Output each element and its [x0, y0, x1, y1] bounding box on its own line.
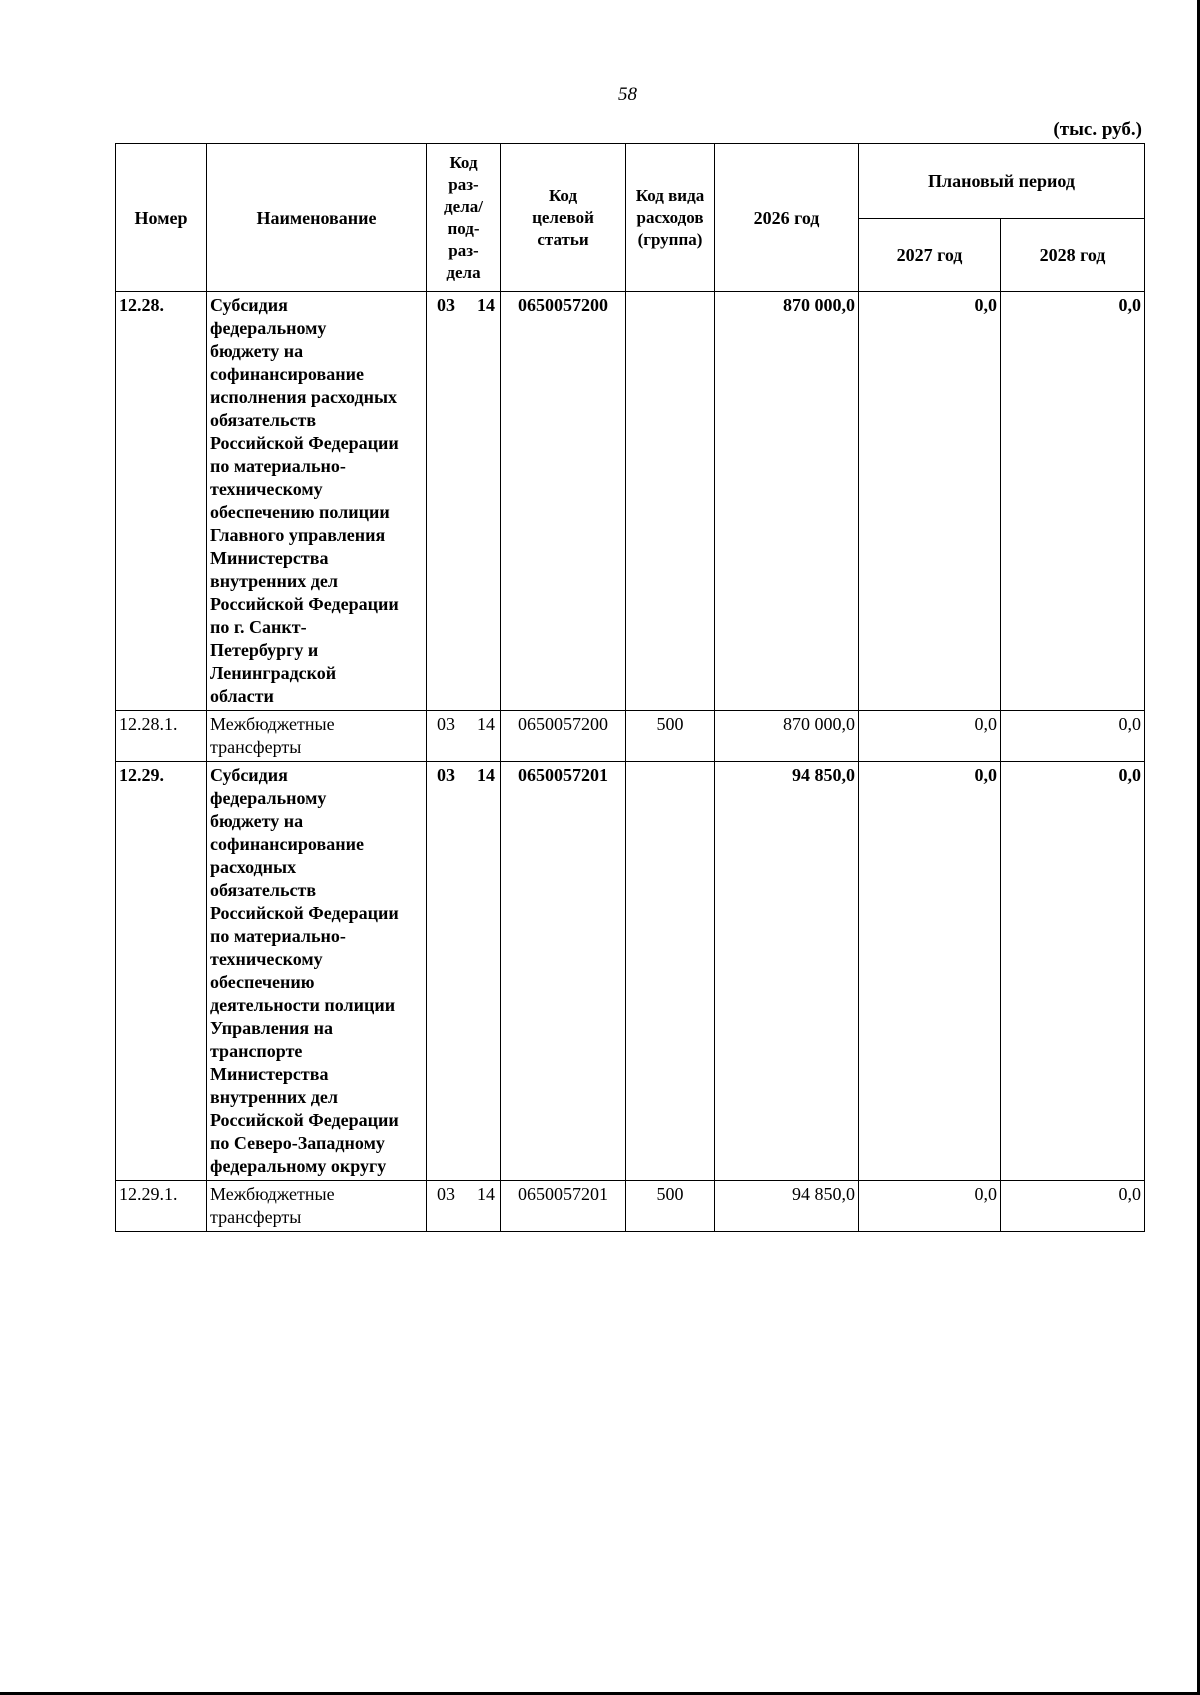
row-expense-type: 500 — [626, 1181, 715, 1232]
section-code: 03 — [437, 765, 455, 785]
row-name-line: по материально- — [210, 456, 346, 476]
row-amount-2027: 0,0 — [859, 292, 1001, 711]
table-body — [116, 292, 1145, 1232]
section-code: 03 — [437, 714, 455, 734]
row-name-line: внутренних дел — [210, 1087, 338, 1107]
row-amount-2027: 0,0 — [859, 711, 1001, 762]
row-name-line: федеральному — [210, 318, 327, 338]
row-name-line: Управления на — [210, 1018, 334, 1038]
row-expense-type: 500 — [626, 711, 715, 762]
row-amount-2026: 94 850,0 — [715, 762, 859, 1181]
row-amount-2028: 0,0 — [1001, 711, 1145, 762]
budget-table — [115, 143, 1145, 1232]
row-name-line: софинансирование — [210, 834, 364, 854]
row-name — [207, 1181, 427, 1232]
row-name-line: бюджету на — [210, 341, 304, 361]
row-name-line: Российской Федерации — [210, 903, 399, 923]
row-name-line: Субсидия — [210, 295, 288, 315]
table-row — [116, 762, 1145, 1181]
row-name-line: Министерства — [210, 548, 329, 568]
row-amount-2028: 0,0 — [1001, 762, 1145, 1181]
row-name-line: федеральному — [210, 788, 327, 808]
table-row — [116, 711, 1145, 762]
row-name-line: Министерства — [210, 1064, 329, 1084]
row-target-code: 0650057201 — [501, 1181, 626, 1232]
subsection-code: 14 — [477, 714, 495, 734]
row-name-line: Российской Федерации — [210, 1110, 399, 1130]
row-amount-2026: 870 000,0 — [715, 292, 859, 711]
row-name-line: федеральному округу — [210, 1156, 387, 1176]
row-expense-type — [626, 762, 715, 1181]
row-name-line: Ленинградской — [210, 663, 337, 683]
row-name-line: Главного управления — [210, 525, 386, 545]
row-name-line: Российской Федерации — [210, 433, 399, 453]
row-name-line: Межбюджетные — [210, 1184, 335, 1204]
row-target-code: 0650057201 — [501, 762, 626, 1181]
section-code: 03 — [437, 1184, 455, 1204]
row-name-line: обязательств — [210, 880, 317, 900]
header-2027: 2027 год — [859, 219, 1001, 292]
header-section: Код раз- дела/ под- раз- дела — [427, 144, 501, 292]
row-name-line: области — [210, 686, 274, 706]
row-amount-2028: 0,0 — [1001, 292, 1145, 711]
row-number: 12.29. — [116, 762, 207, 1181]
row-name-line: исполнения расходных — [210, 387, 398, 407]
units-label: (тыс. руб.) — [1053, 119, 1142, 140]
row-amount-2028: 0,0 — [1001, 1181, 1145, 1232]
subsection-code: 14 — [477, 765, 495, 785]
row-section-code — [427, 762, 501, 1181]
row-section-code — [427, 292, 501, 711]
row-name — [207, 762, 427, 1181]
page-number: 58 — [618, 84, 637, 105]
header-planning-period: Плановый период — [859, 144, 1145, 219]
row-name-line: трансферты — [210, 1207, 302, 1227]
row-name-line: обеспечению полиции — [210, 502, 390, 522]
row-name — [207, 292, 427, 711]
header-expense-type: Код вида расходов (группа) — [626, 144, 715, 292]
header-2028: 2028 год — [1001, 219, 1145, 292]
row-name-line: техническому — [210, 949, 323, 969]
header-number: Номер — [116, 144, 207, 292]
row-name-line: по г. Санкт- — [210, 617, 307, 637]
header-2026: 2026 год — [715, 144, 859, 292]
row-expense-type — [626, 292, 715, 711]
row-name-line: внутренних дел — [210, 571, 338, 591]
row-number: 12.29.1. — [116, 1181, 207, 1232]
subsection-code: 14 — [477, 295, 495, 315]
header-name: Наименование — [207, 144, 427, 292]
subsection-code: 14 — [477, 1184, 495, 1204]
row-name-line: расходных — [210, 857, 297, 877]
section-code: 03 — [437, 295, 455, 315]
row-name-line: обязательств — [210, 410, 317, 430]
header-target: Код целевой статьи — [501, 144, 626, 292]
row-name-line: Петербургу и — [210, 640, 319, 660]
row-number: 12.28.1. — [116, 711, 207, 762]
row-amount-2026: 870 000,0 — [715, 711, 859, 762]
row-target-code: 0650057200 — [501, 292, 626, 711]
row-name-line: деятельности полиции — [210, 995, 396, 1015]
table-row — [116, 292, 1145, 711]
row-amount-2027: 0,0 — [859, 762, 1001, 1181]
row-section-code — [427, 711, 501, 762]
row-name-line: Российской Федерации — [210, 594, 399, 614]
row-amount-2027: 0,0 — [859, 1181, 1001, 1232]
row-name-line: техническому — [210, 479, 323, 499]
row-name-line: по Северо-Западному — [210, 1133, 385, 1153]
row-name-line: Межбюджетные — [210, 714, 335, 734]
row-name-line: транспорте — [210, 1041, 303, 1061]
row-target-code: 0650057200 — [501, 711, 626, 762]
row-name-line: бюджету на — [210, 811, 304, 831]
row-section-code — [427, 1181, 501, 1232]
row-amount-2026: 94 850,0 — [715, 1181, 859, 1232]
row-name-line: трансферты — [210, 737, 302, 757]
table-row — [116, 1181, 1145, 1232]
row-name-line: Субсидия — [210, 765, 288, 785]
row-name-line: по материально- — [210, 926, 346, 946]
row-name-line: софинансирование — [210, 364, 364, 384]
row-name-line: обеспечению — [210, 972, 315, 992]
row-name — [207, 711, 427, 762]
row-number: 12.28. — [116, 292, 207, 711]
